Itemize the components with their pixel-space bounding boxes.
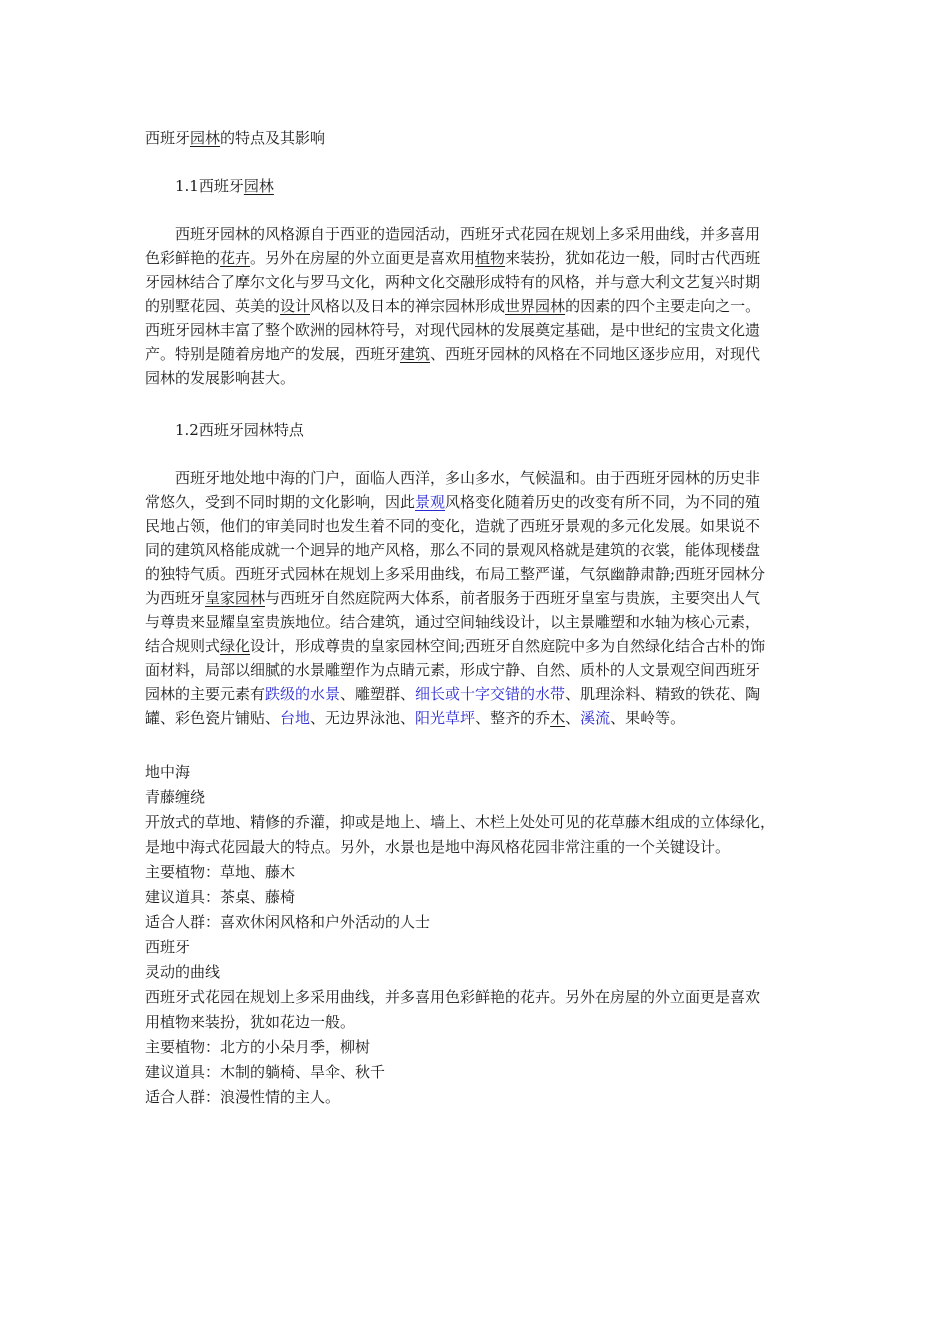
section-heading-1-1 xyxy=(175,174,274,198)
suggested-props: 建议道具：茶桌、藤椅 xyxy=(145,888,296,906)
p1-line xyxy=(145,246,760,270)
text: 设计，形成尊贵的皇家园林空间;西班牙自然庭院中多为自然绿化结合古朴的饰 xyxy=(250,637,766,655)
link-jianzhu[interactable]: 建筑 xyxy=(400,345,431,363)
link-yuanlin[interactable]: 园林 xyxy=(190,129,221,147)
text: 与尊贵来显耀皇室贵族地位。结合建筑，通过空间轴线设计，以主景雕塑和水轴为核心元素， xyxy=(145,613,761,631)
p1-line xyxy=(145,318,760,342)
text: 罐、彩色瓷片铺贴、 xyxy=(145,709,281,727)
p2-line xyxy=(145,562,765,586)
text: 西班牙园林丰富了整个欧洲的园林符号，对现代园林的发展奠定基础，是中世纪的宝贵文化遗 xyxy=(145,321,761,339)
link-yuanlin[interactable]: 园林 xyxy=(243,177,274,195)
suggested-props: 建议道具：木制的躺椅、旱伞、秋千 xyxy=(145,1063,386,1081)
style-name-spanish: 西班牙 xyxy=(145,938,191,956)
link-lvhua[interactable]: 绿化 xyxy=(220,637,251,655)
link-shijieyuanlin[interactable]: 世界园林 xyxy=(505,297,566,315)
text: 的别墅花园、英美的 xyxy=(145,297,281,315)
style-desc-line: 是地中海式花园最大的特点。另外，水景也是地中海风格花园非常注重的一个关键设计。 xyxy=(145,838,731,856)
text: 园林的发展影响甚大。 xyxy=(145,369,296,387)
style-tagline: 青藤缠绕 xyxy=(145,788,206,806)
link-taidi[interactable]: 台地 xyxy=(280,709,311,727)
text: 、西班牙园林的风格在不同地区逐步应用，对现代 xyxy=(430,345,761,363)
text: 、 xyxy=(565,709,581,727)
doc-title xyxy=(145,126,325,150)
target-people: 适合人群：浪漫性情的主人。 xyxy=(145,1088,341,1106)
link-yangguang-caoping[interactable]: 阳光草坪 xyxy=(415,709,476,727)
text: 产。特别是随着房地产的发展，西班牙 xyxy=(145,345,401,363)
p2-line xyxy=(145,634,765,658)
text: 常悠久，受到不同时期的文化影响，因此 xyxy=(145,493,416,511)
p2-line xyxy=(145,538,760,562)
main-plants: 主要植物：北方的小朵月季，柳树 xyxy=(145,1038,371,1056)
style-name-mediterranean: 地中海 xyxy=(145,763,191,781)
title-text: 的特点及其影响 xyxy=(220,129,326,147)
text: 西班牙园林的风格源自于西亚的造园活动，西班牙式花园在规划上多采用曲线，并多喜用 xyxy=(175,225,761,243)
text: 的独特气质。西班牙式园林在规划上多采用曲线，布局工整严谨，气氛幽静肃静;西班牙园林分 xyxy=(145,565,766,583)
link-dieji-shuijing[interactable]: 跌级的水景 xyxy=(265,685,341,703)
text: 与西班牙自然庭院两大体系，前者服务于西班牙皇室与贵族，主要突出人气 xyxy=(265,589,761,607)
main-plants: 主要植物：草地、藤木 xyxy=(145,863,296,881)
text: 为西班牙 xyxy=(145,589,206,607)
text: 西班牙地处地中海的门户，面临人西洋，多山多水，气候温和。由于西班牙园林的历史非 xyxy=(175,469,761,487)
link-jingguan[interactable]: 景观 xyxy=(415,493,446,511)
text: 、果岭等。 xyxy=(610,709,686,727)
section-heading-1-2: 1.2西班牙园林特点 xyxy=(175,421,304,439)
p1-line xyxy=(145,270,760,294)
text: 色彩鲜艳的 xyxy=(145,249,221,267)
style-tagline: 灵动的曲线 xyxy=(145,963,221,981)
text: 、整齐的乔 xyxy=(475,709,551,727)
text: 来装扮，犹如花边一般，同时古代西班 xyxy=(505,249,761,267)
text: 、无边界泳池、 xyxy=(310,709,416,727)
text: 、肌理涂料、精致的铁花、陶 xyxy=(565,685,761,703)
style-desc-line: 开放式的草地、精修的乔灌，抑或是地上、墙上、木栏上处处可见的花草藤木组成的立体绿化， xyxy=(145,813,776,831)
text: 民地占领，他们的审美同时也发生着不同的变化，造就了西班牙景观的多元化发展。如果说不 xyxy=(145,517,761,535)
link-huahui[interactable]: 花卉 xyxy=(220,249,251,267)
style-desc-line: 西班牙式花园在规划上多采用曲线，并多喜用色彩鲜艳的花卉。另外在房屋的外立面更是喜欢 xyxy=(145,988,761,1006)
text: 风格以及日本的禅宗园林形成 xyxy=(310,297,506,315)
style-desc-line: 用植物来装扮，犹如花边一般。 xyxy=(145,1013,356,1031)
p2-line xyxy=(145,658,760,682)
link-xiliu[interactable]: 溪流 xyxy=(580,709,611,727)
link-huangjiayuanlin[interactable]: 皇家园林 xyxy=(205,589,266,607)
text: 的因素的四个主要走向之一。 xyxy=(565,297,761,315)
p1-line xyxy=(145,342,760,366)
text: 同的建筑风格能成就一个迥异的地产风格，那么不同的景观风格就是建筑的衣裳，能体现楼盘 xyxy=(145,541,761,559)
heading-text: 1.1西班牙 xyxy=(175,177,244,195)
p2-line xyxy=(145,490,760,514)
text: 、雕塑群、 xyxy=(340,685,416,703)
text: 园林的主要元素有 xyxy=(145,685,266,703)
text: 风格变化随着历史的改变有所不同，为不同的殖 xyxy=(445,493,761,511)
text: 。另外在房屋的外立面更是喜欢用 xyxy=(250,249,476,267)
p2-line xyxy=(145,706,685,730)
p1-line xyxy=(145,294,760,318)
p2-line xyxy=(145,682,760,706)
target-people: 适合人群：喜欢休闲风格和户外活动的人士 xyxy=(145,913,431,931)
link-shuidai[interactable]: 细长或十字交错的水带 xyxy=(415,685,566,703)
p2-line xyxy=(145,586,760,610)
p2-line xyxy=(145,514,760,538)
link-sheji[interactable]: 设计 xyxy=(280,297,311,315)
text: 牙园林结合了摩尔文化与罗马文化，两种文化交融形成特有的风格，并与意大利文艺复兴时期 xyxy=(145,273,761,291)
link-zhiwu[interactable]: 植物 xyxy=(475,249,506,267)
p1-line xyxy=(145,366,295,390)
p2-line xyxy=(175,466,760,490)
text: 面材料，局部以细腻的水景雕塑作为点睛元素，形成宁静、自然、质朴的人文景观空间西班牙 xyxy=(145,661,761,679)
title-text: 西班牙 xyxy=(145,129,191,147)
p1-line xyxy=(175,222,760,246)
p2-line xyxy=(145,610,760,634)
text: 结合规则式 xyxy=(145,637,221,655)
link-mu[interactable]: 木 xyxy=(550,709,566,727)
